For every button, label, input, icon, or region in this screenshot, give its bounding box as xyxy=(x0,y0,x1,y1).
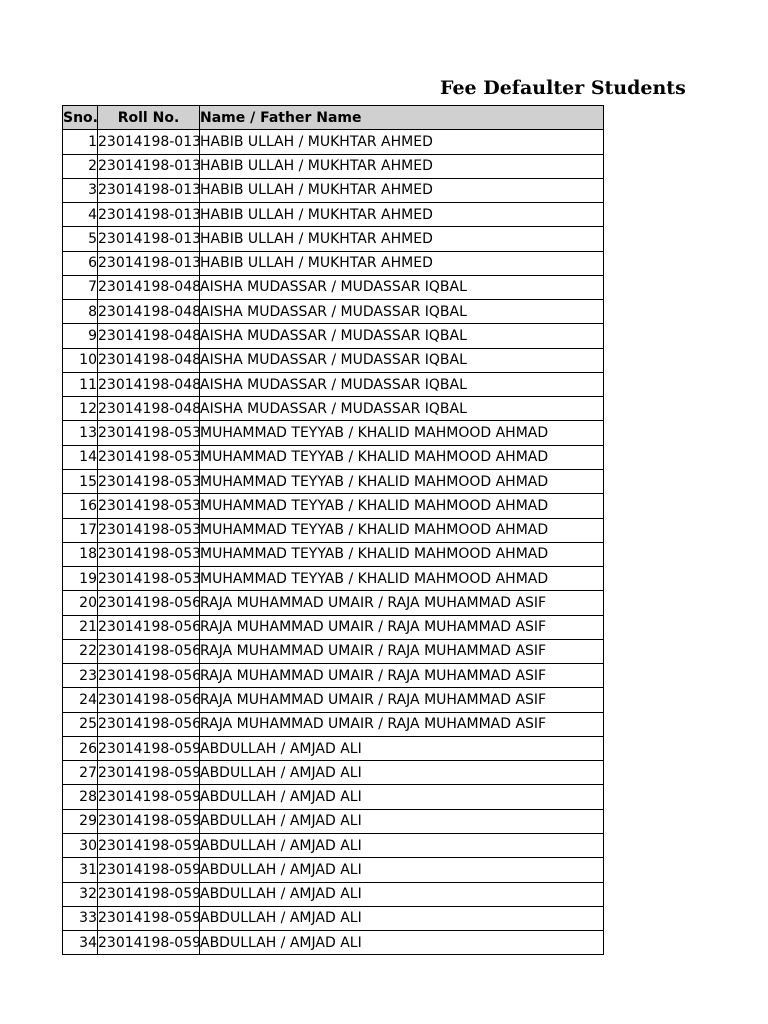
cell-name: ABDULLAH / AMJAD ALI xyxy=(200,906,604,930)
cell-sno: 25 xyxy=(63,712,98,736)
cell-name: AISHA MUDASSAR / MUDASSAR IQBAL xyxy=(200,300,604,324)
table-row xyxy=(63,688,604,712)
cell-sno: 14 xyxy=(63,445,98,469)
cell-roll-no: 23014198-056 xyxy=(98,688,200,712)
cell-roll-no: 23014198-056 xyxy=(98,664,200,688)
cell-roll-no: 23014198-013 xyxy=(98,130,200,154)
table-row xyxy=(63,130,604,154)
cell-sno: 33 xyxy=(63,906,98,930)
cell-name: ABDULLAH / AMJAD ALI xyxy=(200,833,604,857)
table-row xyxy=(63,615,604,639)
cell-name: RAJA MUHAMMAD UMAIR / RAJA MUHAMMAD ASIF xyxy=(200,591,604,615)
cell-roll-no: 23014198-048 xyxy=(98,372,200,396)
cell-name: AISHA MUDASSAR / MUDASSAR IQBAL xyxy=(200,372,604,396)
cell-name: RAJA MUHAMMAD UMAIR / RAJA MUHAMMAD ASIF xyxy=(200,639,604,663)
cell-sno: 1 xyxy=(63,130,98,154)
cell-sno: 5 xyxy=(63,227,98,251)
table-row xyxy=(63,858,604,882)
table-row xyxy=(63,275,604,299)
cell-roll-no: 23014198-059 xyxy=(98,833,200,857)
table-header-row xyxy=(63,106,604,130)
table-row xyxy=(63,300,604,324)
cell-roll-no: 23014198-048 xyxy=(98,324,200,348)
table-row xyxy=(63,227,604,251)
cell-name: ABDULLAH / AMJAD ALI xyxy=(200,858,604,882)
cell-sno: 31 xyxy=(63,858,98,882)
cell-sno: 10 xyxy=(63,348,98,372)
cell-roll-no: 23014198-059 xyxy=(98,809,200,833)
cell-name: ABDULLAH / AMJAD ALI xyxy=(200,882,604,906)
cell-name: RAJA MUHAMMAD UMAIR / RAJA MUHAMMAD ASIF xyxy=(200,615,604,639)
cell-sno: 24 xyxy=(63,688,98,712)
cell-roll-no: 23014198-053 xyxy=(98,542,200,566)
table-row xyxy=(63,809,604,833)
table-row xyxy=(63,833,604,857)
cell-roll-no: 23014198-013 xyxy=(98,251,200,275)
table-row xyxy=(63,518,604,542)
table-body xyxy=(63,130,604,955)
cell-name: RAJA MUHAMMAD UMAIR / RAJA MUHAMMAD ASIF xyxy=(200,664,604,688)
table-row xyxy=(63,421,604,445)
cell-name: ABDULLAH / AMJAD ALI xyxy=(200,736,604,760)
table-row xyxy=(63,203,604,227)
table-row xyxy=(63,542,604,566)
cell-sno: 27 xyxy=(63,761,98,785)
cell-sno: 20 xyxy=(63,591,98,615)
cell-name: RAJA MUHAMMAD UMAIR / RAJA MUHAMMAD ASIF xyxy=(200,712,604,736)
cell-sno: 17 xyxy=(63,518,98,542)
table-row xyxy=(63,712,604,736)
cell-roll-no: 23014198-053 xyxy=(98,494,200,518)
cell-name: HABIB ULLAH / MUKHTAR AHMED xyxy=(200,130,604,154)
cell-name: HABIB ULLAH / MUKHTAR AHMED xyxy=(200,178,604,202)
table-row xyxy=(63,736,604,760)
cell-name: MUHAMMAD TEYYAB / KHALID MAHMOOD AHMAD xyxy=(200,469,604,493)
cell-sno: 34 xyxy=(63,931,98,955)
table-row xyxy=(63,494,604,518)
cell-name: AISHA MUDASSAR / MUDASSAR IQBAL xyxy=(200,397,604,421)
cell-sno: 16 xyxy=(63,494,98,518)
cell-name: AISHA MUDASSAR / MUDASSAR IQBAL xyxy=(200,348,604,372)
cell-roll-no: 23014198-053 xyxy=(98,421,200,445)
cell-name: HABIB ULLAH / MUKHTAR AHMED xyxy=(200,154,604,178)
cell-roll-no: 23014198-059 xyxy=(98,761,200,785)
cell-roll-no: 23014198-048 xyxy=(98,300,200,324)
cell-roll-no: 23014198-053 xyxy=(98,469,200,493)
cell-sno: 7 xyxy=(63,275,98,299)
cell-roll-no: 23014198-059 xyxy=(98,882,200,906)
page-title: Fee Defaulter Students xyxy=(440,77,686,99)
cell-name: ABDULLAH / AMJAD ALI xyxy=(200,761,604,785)
cell-roll-no: 23014198-056 xyxy=(98,639,200,663)
table-row xyxy=(63,591,604,615)
cell-roll-no: 23014198-056 xyxy=(98,591,200,615)
table-row xyxy=(63,154,604,178)
cell-roll-no: 23014198-013 xyxy=(98,227,200,251)
cell-sno: 18 xyxy=(63,542,98,566)
fee-defaulter-table xyxy=(62,105,604,955)
cell-sno: 9 xyxy=(63,324,98,348)
table-row xyxy=(63,251,604,275)
cell-roll-no: 23014198-059 xyxy=(98,736,200,760)
cell-roll-no: 23014198-048 xyxy=(98,348,200,372)
table-row xyxy=(63,372,604,396)
header-roll-no: Roll No. xyxy=(98,106,200,130)
cell-name: MUHAMMAD TEYYAB / KHALID MAHMOOD AHMAD xyxy=(200,494,604,518)
cell-name: HABIB ULLAH / MUKHTAR AHMED xyxy=(200,203,604,227)
cell-roll-no: 23014198-013 xyxy=(98,203,200,227)
cell-sno: 21 xyxy=(63,615,98,639)
header-name: Name / Father Name xyxy=(200,106,604,130)
cell-sno: 12 xyxy=(63,397,98,421)
cell-name: MUHAMMAD TEYYAB / KHALID MAHMOOD AHMAD xyxy=(200,421,604,445)
table-row xyxy=(63,469,604,493)
cell-name: RAJA MUHAMMAD UMAIR / RAJA MUHAMMAD ASIF xyxy=(200,688,604,712)
cell-sno: 13 xyxy=(63,421,98,445)
cell-sno: 28 xyxy=(63,785,98,809)
cell-name: MUHAMMAD TEYYAB / KHALID MAHMOOD AHMAD xyxy=(200,518,604,542)
cell-sno: 32 xyxy=(63,882,98,906)
cell-roll-no: 23014198-059 xyxy=(98,906,200,930)
cell-name: MUHAMMAD TEYYAB / KHALID MAHMOOD AHMAD xyxy=(200,567,604,591)
table-row xyxy=(63,324,604,348)
cell-roll-no: 23014198-013 xyxy=(98,154,200,178)
cell-name: HABIB ULLAH / MUKHTAR AHMED xyxy=(200,251,604,275)
cell-name: MUHAMMAD TEYYAB / KHALID MAHMOOD AHMAD xyxy=(200,445,604,469)
cell-sno: 26 xyxy=(63,736,98,760)
cell-sno: 3 xyxy=(63,178,98,202)
table-row xyxy=(63,882,604,906)
table-row xyxy=(63,567,604,591)
cell-roll-no: 23014198-059 xyxy=(98,931,200,955)
table-row xyxy=(63,445,604,469)
cell-sno: 8 xyxy=(63,300,98,324)
cell-roll-no: 23014198-056 xyxy=(98,615,200,639)
table-row xyxy=(63,785,604,809)
cell-sno: 30 xyxy=(63,833,98,857)
cell-name: ABDULLAH / AMJAD ALI xyxy=(200,785,604,809)
cell-sno: 4 xyxy=(63,203,98,227)
cell-roll-no: 23014198-059 xyxy=(98,858,200,882)
cell-sno: 29 xyxy=(63,809,98,833)
table-row xyxy=(63,639,604,663)
cell-sno: 2 xyxy=(63,154,98,178)
table-row xyxy=(63,906,604,930)
table-row xyxy=(63,761,604,785)
cell-sno: 23 xyxy=(63,664,98,688)
cell-roll-no: 23014198-048 xyxy=(98,397,200,421)
table-row xyxy=(63,931,604,955)
cell-sno: 11 xyxy=(63,372,98,396)
cell-sno: 15 xyxy=(63,469,98,493)
cell-roll-no: 23014198-048 xyxy=(98,275,200,299)
cell-roll-no: 23014198-053 xyxy=(98,567,200,591)
cell-roll-no: 23014198-059 xyxy=(98,785,200,809)
table-row xyxy=(63,178,604,202)
cell-sno: 22 xyxy=(63,639,98,663)
cell-roll-no: 23014198-056 xyxy=(98,712,200,736)
table-row xyxy=(63,397,604,421)
cell-name: ABDULLAH / AMJAD ALI xyxy=(200,931,604,955)
cell-roll-no: 23014198-013 xyxy=(98,178,200,202)
cell-name: MUHAMMAD TEYYAB / KHALID MAHMOOD AHMAD xyxy=(200,542,604,566)
cell-roll-no: 23014198-053 xyxy=(98,518,200,542)
table-row xyxy=(63,348,604,372)
cell-roll-no: 23014198-053 xyxy=(98,445,200,469)
cell-name: AISHA MUDASSAR / MUDASSAR IQBAL xyxy=(200,324,604,348)
cell-sno: 6 xyxy=(63,251,98,275)
table-row xyxy=(63,664,604,688)
cell-sno: 19 xyxy=(63,567,98,591)
cell-name: HABIB ULLAH / MUKHTAR AHMED xyxy=(200,227,604,251)
cell-name: AISHA MUDASSAR / MUDASSAR IQBAL xyxy=(200,275,604,299)
title-area xyxy=(62,72,686,104)
cell-name: ABDULLAH / AMJAD ALI xyxy=(200,809,604,833)
header-sno: Sno. xyxy=(63,106,98,130)
